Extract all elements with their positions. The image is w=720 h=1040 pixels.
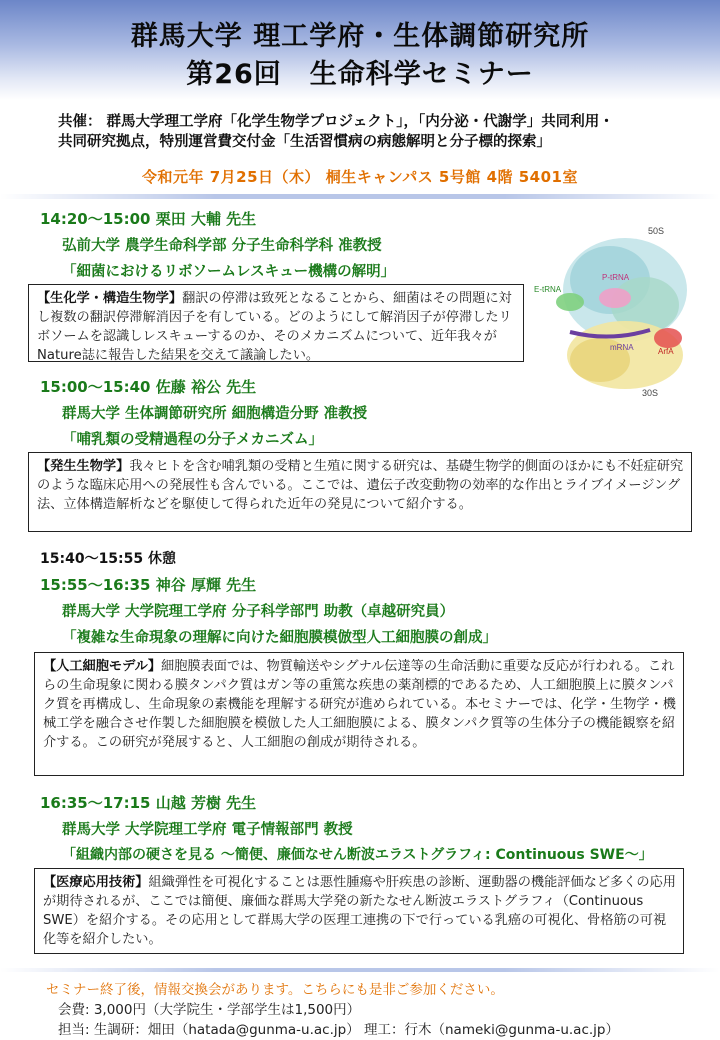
p-trna-shape — [599, 288, 631, 308]
seminar-title-line1: 群馬大学 理工学府・生体調節研究所 — [130, 21, 590, 52]
talk2-affiliation: 群馬大学 生体調節研究所 細胞構造分野 准教授 — [62, 406, 368, 422]
talk1-field-tag: 【生化学・構造生物学】 — [37, 291, 183, 306]
ribosome-structure-figure — [530, 220, 710, 400]
talk4-field-tag: 【医療応用技術】 — [43, 875, 149, 890]
seminar-title-line2: 第26回 生命科学セミナー — [186, 59, 534, 90]
label-arfa: ArfA — [658, 347, 674, 356]
talk1-abstract: 翻訳の停滞は致死となることから、細菌はその問題に対し複数の翻訳停滞解消因子を有している。どのようにして解消因子が停滞したリボソームを認識しレスキューするのか、そのメカニズムについて、近年我々がNature誌に報告した結果を交えて議論したい。 — [37, 291, 512, 363]
talk3-abstract: 細胞膜表面では、物質輸送やシグナル伝達等の生命活動に重要な反応が行われる。これらの生命現象に関わる膜タンパク質はガン等の重篤な疾患の薬剤標的であるため、人工細胞膜上に膜タンパク質を再構成し、生命現象の素機能を理解する研究が進められている。本セミナーでは、化学・生物学・機械工学を融合させ作製した細胞膜を模倣した人工細胞膜による、膜タンパク質等の生体分子の機能観察を紹介する。この研究が発展すると、人工細胞の創成が期待される。 — [43, 659, 676, 750]
talk4-affiliation: 群馬大学 大学院理工学府 電子情報部門 教授 — [62, 822, 353, 838]
label-30s: 30S — [642, 388, 659, 398]
talk4-title: 「組織内部の硬さを見る ～簡便、廉価なせん断波エラストグラフィ: Continuous SWE～」 — [62, 847, 653, 863]
date-venue: 令和元年 7月25日（木） 桐生キャンパス 5号館 4階 5401室 — [142, 168, 578, 186]
talk3-time-speaker: 15:55～16:35 神谷 厚輝 先生 — [40, 576, 257, 594]
talk2-time-speaker: 15:00～15:40 佐藤 裕公 先生 — [40, 378, 257, 396]
talk2-title: 「哺乳類の受精過程の分子メカニズム」 — [62, 432, 323, 448]
talk1-time-speaker: 14:20～15:00 栗田 大輔 先生 — [40, 210, 257, 228]
arfa-shape — [654, 328, 682, 348]
talk1-title: 「細菌におけるリボソームレスキュー機構の解明」 — [62, 264, 396, 280]
talk4-time-speaker: 16:35～17:15 山越 芳樹 先生 — [40, 794, 257, 812]
talk3-affiliation: 群馬大学 大学院理工学府 分子科学部門 助教（卓越研究員） — [62, 604, 455, 620]
talk1-abstract-box — [28, 284, 524, 362]
label-p-trna: P-tRNA — [602, 273, 630, 282]
e-trna-shape — [556, 293, 584, 311]
footer-divider — [0, 968, 720, 972]
break-time: 15:40～15:55 休憩 — [40, 551, 177, 567]
talk2-field-tag: 【発生生物学】 — [37, 459, 130, 474]
fee-info: 会費: 3,000円（大学院生・学部学生は1,500円） — [58, 1002, 361, 1018]
talk1-affiliation: 弘前大学 農学生命科学部 分子生命科学科 准教授 — [62, 238, 382, 254]
label-e-trna: E-tRNA — [534, 285, 562, 294]
divider — [0, 194, 720, 199]
cohost-info — [58, 112, 708, 152]
contact-info: 担当: 生調研：畑田（hatada@gunma-u.ac.jp） 理工：行木（nameki@gunma-u.ac.jp） — [58, 1022, 619, 1038]
talk3-title: 「複雑な生命現象の理解に向けた細胞膜模倣型人工細胞膜の創成」 — [62, 630, 497, 646]
talk2-abstract-box — [28, 452, 692, 532]
talk4-abstract-box — [34, 868, 684, 954]
talk4-abstract: 組織弾性を可視化することは悪性腫瘍や肝疾患の診断、運動器の機能評価など多くの応用が期待されるが、ここでは簡便、廉価な群馬大学発の新たなせん断波エラストグラフィ（Continuous SWE）を紹介する。その応用として群馬大学の医理工連携の下で行っている乳癌の可視化、骨格筋の可視化等を紹介したい。 — [43, 875, 676, 947]
label-50s: 50S — [648, 226, 665, 236]
social-event-notice: セミナー終了後，情報交換会があります。こちらにも是非ご参加ください。 — [46, 982, 504, 998]
cohost-line2: 共同研究拠点，特別運営費交付金「生活習慣病の病態解明と分子標的探索」 — [58, 134, 551, 150]
talk2-abstract: 我々ヒトを含む哺乳類の受精と生殖に関する研究は、基礎生物学的側面のほかにも不妊症研究のような臨床応用への発展性も含んでいる。ここでは、遺伝子改変動物の効率的な作出とライブイメージング法、立体構造解析などを駆使して得られた近年の発見について紹介する。 — [37, 459, 684, 512]
label-mrna: mRNA — [610, 343, 634, 352]
talk3-field-tag: 【人工細胞モデル】 — [43, 659, 162, 674]
cohost-line1: 共催： 群馬大学理工学府「化学生物学プロジェクト」，「内分泌・代謝学」共同利用・ — [58, 114, 614, 130]
talk3-abstract-box — [34, 652, 684, 776]
